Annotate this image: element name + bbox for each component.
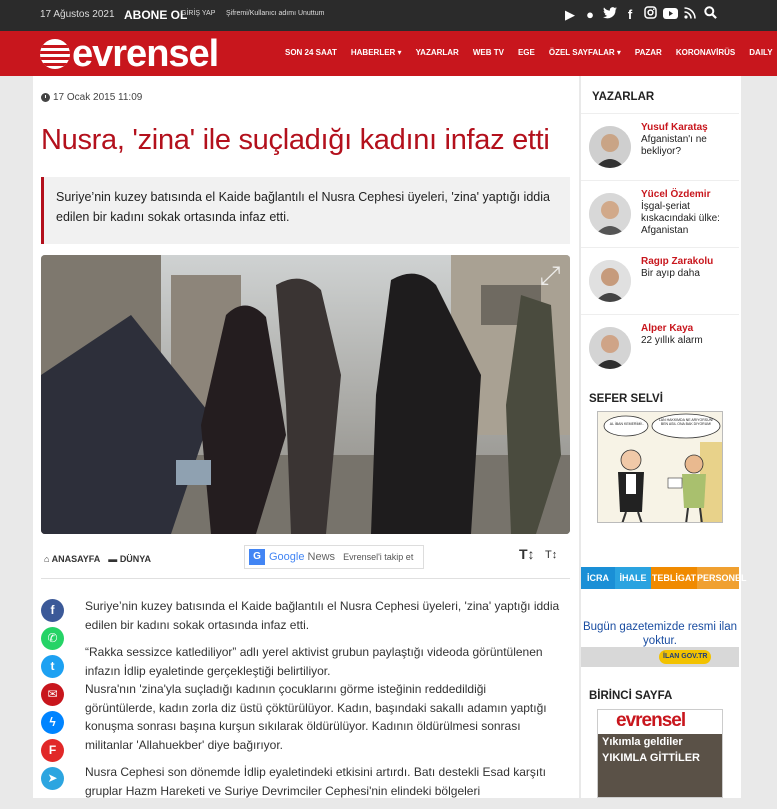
- front-page-preview[interactable]: [597, 709, 723, 798]
- writer-card[interactable]: [581, 247, 739, 313]
- globe-logo-icon: [40, 39, 70, 69]
- logo-wordmark: evrensel: [72, 33, 219, 75]
- facebook-icon[interactable]: f: [41, 599, 64, 622]
- writer-name: Ragıp Zarakolu: [641, 256, 714, 267]
- avatar: [589, 126, 631, 168]
- play-store-icon[interactable]: ▶: [565, 7, 575, 22]
- front-page-title: BİRİNCİ SAYFA: [589, 690, 673, 702]
- writer-article: Bir ayıp daha: [641, 268, 700, 279]
- font-size-increase-button[interactable]: T↕: [519, 546, 535, 562]
- avatar: [589, 193, 631, 235]
- writer-name: Yusuf Karataş: [641, 122, 708, 133]
- divider: [41, 578, 570, 579]
- writer-card[interactable]: [581, 314, 739, 380]
- rss-icon[interactable]: [680, 6, 700, 24]
- forgot-password-link[interactable]: Şifremi/Kullanıcı adımı Unuttum: [226, 10, 325, 17]
- login-link[interactable]: GİRİŞ YAP: [181, 10, 216, 17]
- article-paragraph: “Rakka sessizce katlediliyor” adlı yerel aktivist grubun paylaştığı videoda görüntülenen infazın İdlip eyaletinde gerçekleştiği belirtiliyor.: [85, 645, 543, 678]
- front-page-logo: evrensel: [616, 710, 686, 731]
- top-bar: [0, 0, 777, 31]
- nav-web-tv[interactable]: WEB TV: [472, 48, 504, 57]
- writer-article: Afganistan'ı ne bekliyor?: [641, 134, 707, 157]
- twitter-icon[interactable]: [600, 6, 620, 24]
- telegram-icon[interactable]: ➤: [41, 767, 64, 790]
- nav-pazar[interactable]: PAZAR: [634, 48, 662, 57]
- site-logo[interactable]: [40, 34, 218, 74]
- flipboard-icon[interactable]: F: [41, 739, 64, 762]
- tab-ihale[interactable]: İHALE: [615, 567, 651, 589]
- publish-date-text: 17 Ocak 2015 11:09: [53, 92, 143, 103]
- front-page-masthead: [598, 710, 723, 732]
- front-page-headline-1: Yıkımla geldiler: [602, 736, 683, 748]
- nav-ozel-sayfalar[interactable]: ÖZEL SAYFALAR ▾: [548, 48, 621, 57]
- publish-date: [41, 92, 142, 103]
- daily-cartoon[interactable]: [597, 411, 723, 523]
- nav-son-24-saat[interactable]: SON 24 SAAT: [285, 48, 337, 57]
- writer-article: 22 yıllık alarm: [641, 335, 703, 346]
- nav-haberler[interactable]: HABERLER ▾: [350, 48, 402, 57]
- article-title: Nusra, 'zina' ile suçladığı kadını infaz etti: [41, 124, 550, 156]
- article-photo[interactable]: [41, 255, 570, 534]
- social-links: [560, 6, 720, 24]
- tab-tebligat[interactable]: TEBLİGAT: [651, 567, 697, 589]
- writer-name: Alper Kaya: [641, 323, 694, 334]
- youtube-icon[interactable]: [660, 6, 680, 24]
- avatar: [589, 260, 631, 302]
- messenger-icon[interactable]: ϟ: [41, 711, 64, 734]
- writers-section-title: YAZARLAR: [592, 91, 655, 103]
- writer-card[interactable]: [581, 113, 739, 179]
- front-page-headline-2: YIKIMLA GİTTİLER: [602, 752, 700, 764]
- breadcrumb: [44, 554, 151, 564]
- current-date: 17 Ağustos 2021: [40, 9, 115, 20]
- google-news-wordmark: Google News: [269, 551, 336, 563]
- writer-card[interactable]: [581, 180, 739, 246]
- nav-daily[interactable]: DAILY: [749, 48, 773, 57]
- cartoon-bubble-right: LAN HAKKIMDA NE ARIYORSUN! BEN ASIL ONA BAK DIYORUM!: [658, 418, 714, 426]
- cartoon-bubble-left: AL İBAN KEMERİMİ!..: [609, 422, 645, 426]
- cartoon-illustration: [598, 412, 723, 523]
- whatsapp-icon[interactable]: ✆: [41, 627, 64, 650]
- instagram-icon[interactable]: [640, 6, 660, 24]
- article-lead: Suriye’nin kuzey batısında el Kaide bağlantılı el Nusra Cephesi üyeleri, 'zina' yaptığı iddia edilen bir kadını sokak ortasında infaz etti.: [41, 177, 570, 244]
- google-news-follow[interactable]: [244, 545, 424, 569]
- email-icon[interactable]: ✉: [41, 683, 64, 706]
- apple-icon[interactable]: ●: [586, 7, 594, 22]
- nav-ege[interactable]: EGE: [517, 48, 535, 57]
- expand-icon[interactable]: ⤢: [539, 260, 561, 290]
- ilan-gov-banner[interactable]: [581, 647, 739, 667]
- article-paragraph: Nusra Cephesi son dönemde İdlip eyaletindeki etkisini artırdı. Batı destekli Esad karşıtı gruplar Hazm Hareketi ve Suriye Devrimciler Cephesi'nin elindeki bölgeleri: [85, 765, 546, 798]
- twitter-icon[interactable]: t: [41, 655, 64, 678]
- nav-yazarlar[interactable]: YAZARLAR: [415, 48, 459, 57]
- breadcrumb-section[interactable]: ▬ DÜNYA: [108, 554, 151, 564]
- share-bar: [41, 599, 65, 795]
- tab-personel[interactable]: PERSONEL: [697, 567, 739, 589]
- google-news-icon: G: [249, 549, 265, 565]
- nav-koronavirus[interactable]: KORONAVİRÜS: [675, 48, 736, 57]
- article-paragraph: Nusra'nın 'zina'yla suçladığı kadının çocuklarını görme isteğinin reddedildiği görüntülerde, kadın zorla diz üstü çöktürülüyor. Kadın, başındaki sakallı adamın yaptığı konuşma sonrası başına kurşun sıkılarak öldürülüyor. Kadının öldürülmesi sonrası militanlar 'Allahuekber' diye bağırıyor.: [85, 682, 547, 752]
- subscribe-link[interactable]: ABONE OL: [124, 8, 188, 22]
- writer-article: İşgal-şeriat kıskacındaki ülke: Afganistan: [641, 201, 720, 236]
- search-icon[interactable]: [700, 6, 720, 24]
- facebook-icon[interactable]: f: [627, 7, 633, 22]
- google-news-follow-text: Evrensel'i takip et: [343, 552, 414, 562]
- tab-icra[interactable]: İCRA: [581, 567, 615, 589]
- article-body: [85, 597, 560, 809]
- breadcrumb-home[interactable]: ⌂ ANASAYFA: [44, 554, 101, 564]
- cartoon-section-title: SEFER SELVİ: [589, 393, 663, 405]
- main-nav: [285, 48, 777, 57]
- article-paragraph: Suriye’nin kuzey batısında el Kaide bağlantılı el Nusra Cephesi üyeleri, 'zina' yaptığı iddia edilen bir kadını sokak ortasında infaz etti.: [85, 599, 560, 632]
- execution-video-still: [41, 255, 570, 534]
- site-header: [0, 31, 777, 76]
- avatar: [589, 327, 631, 369]
- writer-name: Yücel Özdemir: [641, 189, 711, 200]
- ilan-gov-logo: İLAN GOV.TR: [659, 650, 711, 664]
- ads-tabs: [581, 567, 747, 589]
- font-size-decrease-button[interactable]: T↕: [545, 549, 558, 561]
- no-ads-notice: Bugün gazetemizde resmi ilan yoktur.: [582, 621, 738, 647]
- clock-icon: [41, 93, 50, 102]
